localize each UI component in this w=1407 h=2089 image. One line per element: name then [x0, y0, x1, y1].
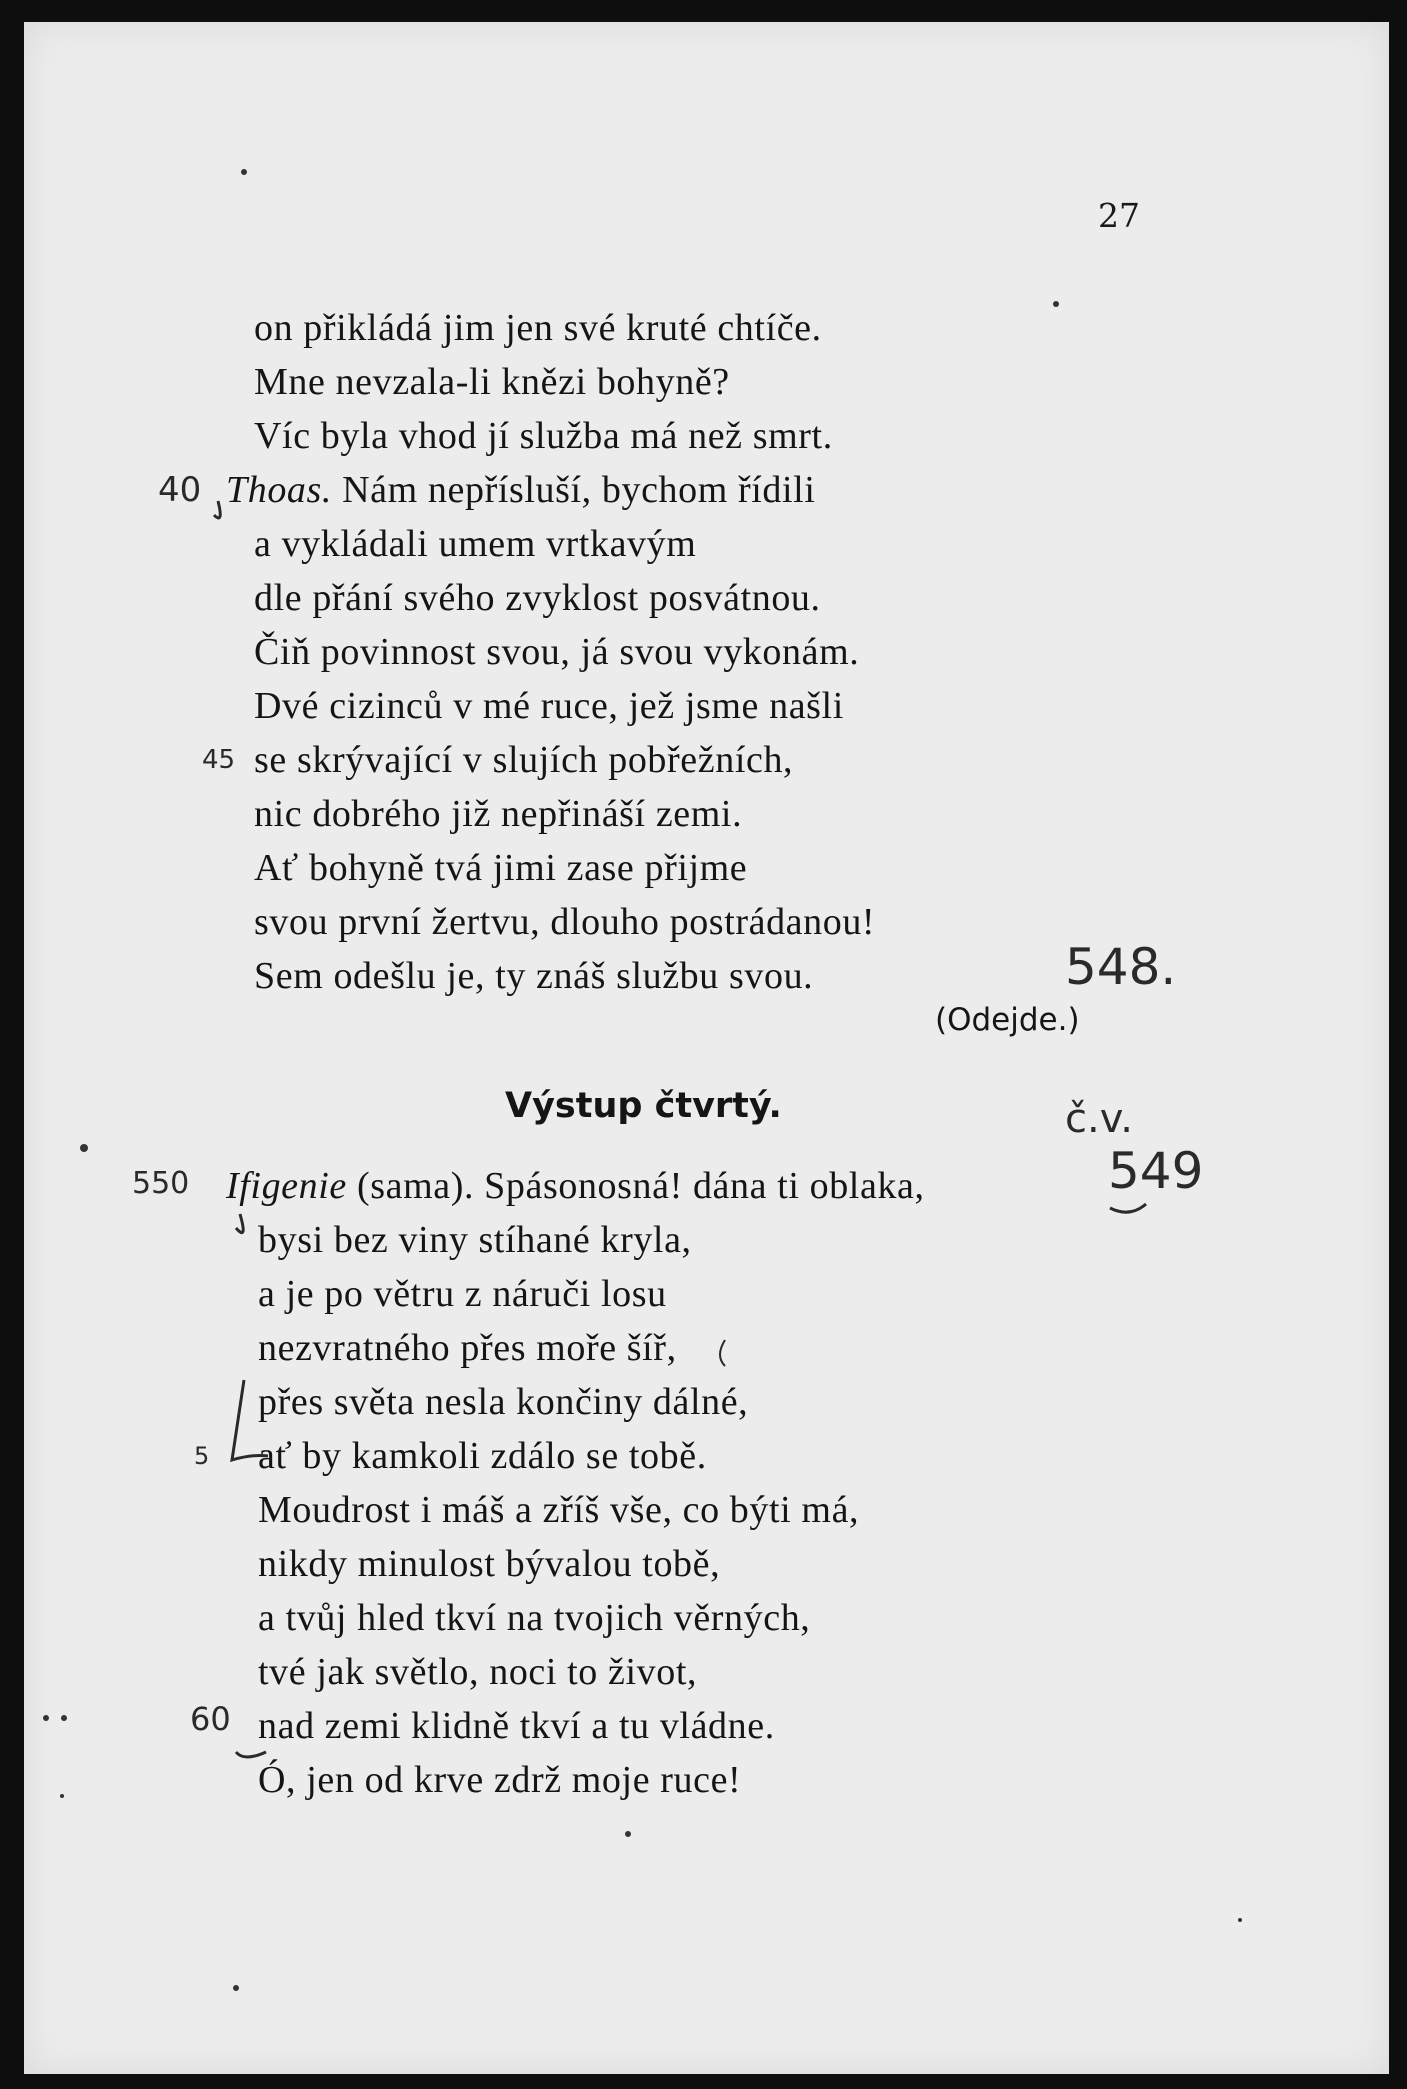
verse-text: Nám nepřísluší, bychom řídili [332, 469, 816, 511]
verse-line: a je po větru z náruči losu [258, 1273, 667, 1315]
verse-line: Víc byla vhod jí služba má než smrt. [254, 415, 833, 457]
verse-line: svou první žertvu, dlouho postrádanou! [254, 901, 876, 943]
verse-line-thoas [226, 468, 815, 512]
verse-line: a vykládali umem vrtkavým [254, 523, 697, 565]
verse-line: Sem odešlu je, ty znáš službu svou. [254, 955, 814, 997]
handwritten-scene-mark: č.v. [1065, 1096, 1133, 1142]
stage-direction: (Odejde.) [935, 1002, 1080, 1038]
handwritten-line-number: 5 [194, 1442, 210, 1470]
verse-line-ifigenie [226, 1164, 925, 1208]
verse-line: ať by kamkoli zdálo se tobě. [258, 1435, 707, 1477]
verse-line: nikdy minulost bývalou tobě, [258, 1543, 721, 1585]
scene-heading: Výstup čtvrtý. [505, 1086, 782, 1126]
verse-line: Ó, jen od krve zdrž moje ruce! [258, 1759, 742, 1801]
verse-line: dle přání svého zvyklost posvátnou. [254, 577, 821, 619]
verse-line: Mne nevzala-li knězi bohyně? [254, 361, 730, 403]
speaker-name: Ifigenie [226, 1165, 347, 1207]
verse-line: se skrývající v slujích pobřežních, [254, 739, 794, 781]
handwritten-line-number: 60 [190, 1700, 231, 1738]
handwritten-line-number: 45 [202, 745, 236, 775]
verse-line: přes světa nesla končiny dálné, [258, 1381, 749, 1423]
verse-line: nic dobrého již nepřináší zemi. [254, 793, 743, 835]
verse-line: nezvratného přes moře šíř, [258, 1327, 677, 1369]
verse-line: bysi bez viny stíhané kryla, [258, 1219, 692, 1261]
verse-text: (sama). Spásonosná! dána ti oblaka, [346, 1165, 925, 1207]
handwritten-line-number: 550 [132, 1166, 190, 1201]
verse-line: Dvé cizinců v mé ruce, jež jsme našli [254, 685, 844, 727]
verse-line: nad zemi klidně tkví a tu vládne. [258, 1705, 775, 1747]
handwritten-verse-count: 548. [1065, 938, 1177, 996]
handwritten-line-number: 40 [158, 470, 202, 510]
speaker-name: Thoas. [226, 469, 333, 511]
verse-line: on přikládá jim jen své kruté chtíče. [254, 307, 822, 349]
verse-line: Ať bohyně tvá jimi zase přijme [254, 847, 748, 889]
verse-line: tvé jak světlo, noci to život, [258, 1651, 698, 1693]
verse-line: Moudrost i máš a zříš vše, co býti má, [258, 1489, 860, 1531]
page-number: 27 [1098, 196, 1140, 235]
handwritten-verse-count: 549 [1108, 1142, 1204, 1200]
verse-line: Čiň povinnost svou, já svou vykonám. [254, 631, 860, 673]
verse-line: a tvůj hled tkví na tvojich věrných, [258, 1597, 811, 1639]
